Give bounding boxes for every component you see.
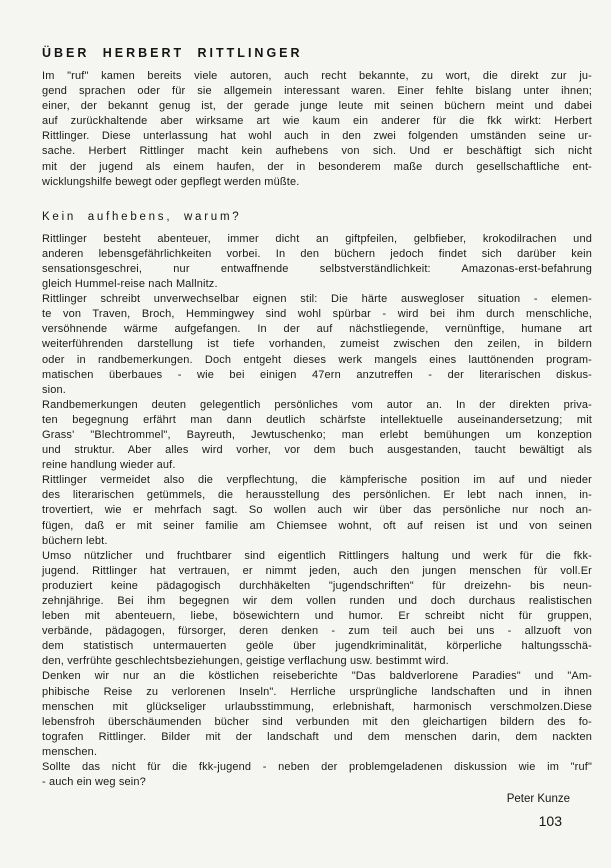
text-line: wicklungshilfe bewegt oder gepflegt werden müßte.: [42, 175, 300, 188]
text-line: dem statistisch untermauerten geöle über jugendkriminalität, körperliche haltungsschä-: [42, 640, 592, 653]
text-line: Rittlinger. Diese unterlassung hat wohl auch in den zwei folgenden umständen seine ur-: [42, 130, 592, 143]
text-line: trovertiert, wie er mehrfach sagt. So wollen auch wir über das persönliche nur noch an-: [42, 504, 592, 517]
text-line: weiterführenden darstellung ist tiefe vorhanden, zumeist zwischen den zeilen, in bildern: [42, 338, 592, 351]
text-line: sache. Herbert Rittlinger macht kein aufhebens von sich. Und er beschäftigt sich nicht: [42, 145, 592, 158]
text-line: reine handlung wieder auf.: [42, 459, 176, 472]
text-line: Grass' "Blechtrommel", Bayreuth, Jewtuschenko; man erlebt bemühungen um konzeption: [42, 428, 592, 441]
text-line: mit der jugend als einem haufen, der in besonderem maße durch gesellschaftliche ent-: [42, 160, 592, 173]
paragraph: [42, 669, 592, 760]
text-line: anderen lebensgefährlichkeiten vorbei. In den büchern jedoch findet sich darüber kein: [42, 247, 592, 260]
text-line: versöhnende wärme aufgefangen. In der auf nächstliegende, vernünftige, humane art: [42, 323, 592, 336]
page-number: 103: [538, 813, 562, 830]
text-line: Sollte das nicht für die fkk-jugend - neben der problemgeladenen diskussion wie im "ruf": [42, 761, 592, 774]
paragraph: [42, 69, 592, 190]
text-line: phibische Reise zu verlorenen Inseln". Herrliche ursprüngliche landschaften und in ihnen: [42, 685, 592, 698]
text-line: tografen Rittlinger. Bilder mit der landschaft und dem menschen darin, dem nackten: [42, 730, 592, 743]
text-line: des literarischen getümmels, die herausstellung des persönlichen. Er lebt nach innen, in-: [42, 489, 592, 502]
text-line: büchern lebt.: [42, 534, 108, 547]
text-line: verbände, pädagogen, fürsorger, deren denken - zum teil auch bei uns - allzuoft von: [42, 625, 592, 638]
author-signature: Peter Kunze: [506, 793, 570, 806]
article-body: [42, 69, 592, 790]
text-line: leben mit abenteuern, liebe, bösewichtern und humor. Er schreibt nicht für gruppen,: [42, 610, 592, 623]
text-line: produziert keine pädagogisch durchhäkelten "jugendschriften" für dreizehn- bis neun-: [42, 579, 592, 592]
text-line: Rittlinger besteht abenteuer, immer dicht an giftpfeilen, gelbfieber, krokodilrachen und: [42, 232, 592, 245]
text-line: menschen.: [42, 745, 98, 758]
text-line: jugend. Rittlinger hat vertrauen, er nimmt jeden, auch den jungen menschen für voll.Er: [42, 564, 592, 577]
text-line: oder in randbemerkungen. Doch entgeht dieses werk mangels eines lauttönenden program-: [42, 353, 592, 366]
text-line: ten begegnung erfährt man dann deutlich schärfste intellektuelle auseinandersetzung; mit: [42, 413, 592, 426]
text-line: matischen überbaues - wie bei einigen 47ern anzutreffen - der literarischen diskus-: [42, 368, 592, 381]
text-line: sion.: [42, 383, 66, 396]
text-line: Rittlinger schreibt unverwechselbar eignen stil: Die härte auswegloser situation - elemen-: [42, 293, 592, 306]
paragraph: [42, 760, 592, 790]
text-line: Umso nützlicher und fruchtbarer sind eigentlich Rittlingers haltung und werk für die fkk-: [42, 549, 592, 562]
text-line: einer, der bekannt genug ist, der gerade junge leute mit seinen büchern meint und dabei: [42, 100, 592, 113]
text-line: zehnjährige. Bei ihm begegnen wir dem vollen runden und doch durchaus realistischen: [42, 595, 592, 607]
text-line: sensationsgeschrei, nur entwaffnende selbstverständlichkeit: Amazonas-erst-befahrung: [42, 262, 592, 275]
text-line: te von Traven, Broch, Hemmingwey sind wohl spürbar - wird bei ihm durch menschliche,: [42, 308, 592, 321]
text-line: menschen mit glückseliger urlaubsstimmung, erlebnishaft, harmonisch verschmolzen.Diese: [42, 700, 592, 713]
text-line: gleich Hummel-reise nach Mallnitz.: [42, 278, 218, 291]
text-line: Im "ruf" kamen bereits viele autoren, auch recht bekannte, zu wort, die direkt zur ju-: [42, 70, 592, 82]
text-line: - auch ein weg sein?: [42, 776, 146, 789]
article-title: ÜBER HERBERT RITTLINGER: [42, 46, 303, 60]
paragraph: [42, 232, 592, 292]
paragraph: [42, 398, 592, 473]
text-line: Randbemerkungen deuten gelegentlich persönliches vom autor an. In der direkten priva-: [42, 398, 592, 411]
text-line: auf zurückhaltende aber wirksame art wie kaum ein anderer für die fkk wirkt: Herbert: [42, 115, 592, 128]
text-line: lebensfroh überschäumenden bücher sind verbunden mit den gleichartigen bildern des fo-: [42, 715, 592, 728]
paragraph: [42, 549, 592, 670]
text-line: Denken wir nur an die köstlichen reiseberichte "Das baldverlorene Paradies" und "Am-: [42, 670, 592, 683]
text-line: fügen, daß er mit seiner familie am Chiemsee wohnt, oft auf reisen ist und von seinen: [42, 519, 592, 532]
text-line: Rittlinger vermeidet also die verpflechtung, die kämpferische position im auf und nieder: [42, 474, 592, 487]
text-line: gend sprachen oder für sie allgemein interessant waren. Einer fehlte bislang unter ihnen;: [42, 85, 592, 98]
paragraph: [42, 292, 592, 398]
section-heading: Kein aufhebens, warum?: [42, 210, 242, 223]
text-line: und struktur. Aber alles wird vorher, vor dem buch ausgestanden, taucht bewältigt als: [42, 444, 592, 457]
text-line: den, verfrühte geschlechtsbeziehungen, geistige verflachung usw. bestimmt wird.: [42, 655, 449, 668]
paragraph: [42, 473, 592, 548]
